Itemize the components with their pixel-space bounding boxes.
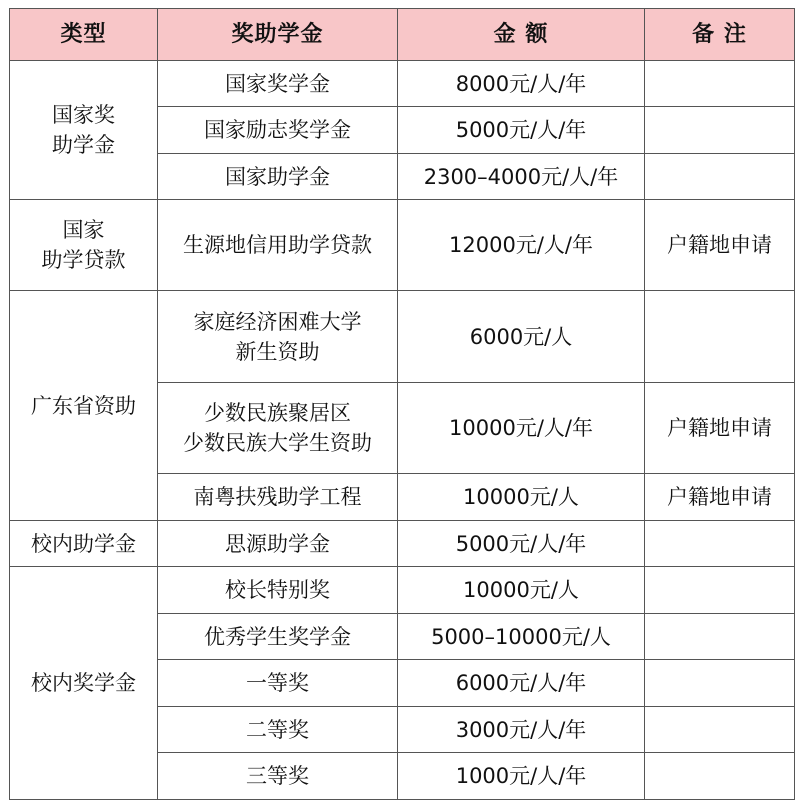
table-row (10, 291, 795, 383)
award-name-cell: 一等奖 (158, 660, 398, 707)
amount-cell: 5000元/人/年 (398, 521, 645, 567)
amount-cell: 10000元/人 (398, 474, 645, 521)
note-cell (645, 707, 795, 753)
scholarship-table (9, 8, 795, 800)
note-cell (645, 107, 795, 154)
type-cell: 国家 助学贷款 (10, 200, 158, 291)
note-cell (645, 567, 795, 614)
table-row (10, 521, 795, 567)
amount-cell: 3000元/人/年 (398, 707, 645, 753)
note-cell (645, 753, 795, 800)
award-name-cell: 校长特别奖 (158, 567, 398, 614)
note-cell: 户籍地申请 (645, 200, 795, 291)
note-cell: 户籍地申请 (645, 474, 795, 521)
note-cell (645, 291, 795, 383)
award-name-cell: 南粤扶残助学工程 (158, 474, 398, 521)
header-amount: 金 额 (398, 9, 645, 61)
note-cell (645, 614, 795, 660)
award-name-cell: 国家助学金 (158, 154, 398, 200)
note-cell (645, 154, 795, 200)
amount-cell: 5000–10000元/人 (398, 614, 645, 660)
table-row (10, 200, 795, 291)
amount-cell: 2300–4000元/人/年 (398, 154, 645, 200)
award-name-cell: 思源助学金 (158, 521, 398, 567)
note-cell (645, 660, 795, 707)
amount-cell: 10000元/人 (398, 567, 645, 614)
type-cell: 校内奖学金 (10, 567, 158, 800)
amount-cell: 6000元/人/年 (398, 660, 645, 707)
award-name-cell: 家庭经济困难大学 新生资助 (158, 291, 398, 383)
note-cell (645, 61, 795, 107)
table-body (10, 61, 795, 800)
award-name-cell: 优秀学生奖学金 (158, 614, 398, 660)
amount-cell: 8000元/人/年 (398, 61, 645, 107)
type-cell: 校内助学金 (10, 521, 158, 567)
header-note: 备 注 (645, 9, 795, 61)
header-award: 奖助学金 (158, 9, 398, 61)
type-cell: 广东省资助 (10, 291, 158, 521)
amount-cell: 6000元/人 (398, 291, 645, 383)
award-name-cell: 国家励志奖学金 (158, 107, 398, 154)
amount-cell: 10000元/人/年 (398, 383, 645, 474)
award-name-cell: 少数民族聚居区 少数民族大学生资助 (158, 383, 398, 474)
award-name-cell: 三等奖 (158, 753, 398, 800)
award-name-cell: 生源地信用助学贷款 (158, 200, 398, 291)
table-row (10, 61, 795, 107)
header-type: 类型 (10, 9, 158, 61)
award-name-cell: 二等奖 (158, 707, 398, 753)
amount-cell: 1000元/人/年 (398, 753, 645, 800)
note-cell (645, 521, 795, 567)
award-name-cell: 国家奖学金 (158, 61, 398, 107)
amount-cell: 12000元/人/年 (398, 200, 645, 291)
note-cell: 户籍地申请 (645, 383, 795, 474)
type-cell: 国家奖 助学金 (10, 61, 158, 200)
table-header-row (10, 9, 795, 61)
table-row (10, 567, 795, 614)
amount-cell: 5000元/人/年 (398, 107, 645, 154)
